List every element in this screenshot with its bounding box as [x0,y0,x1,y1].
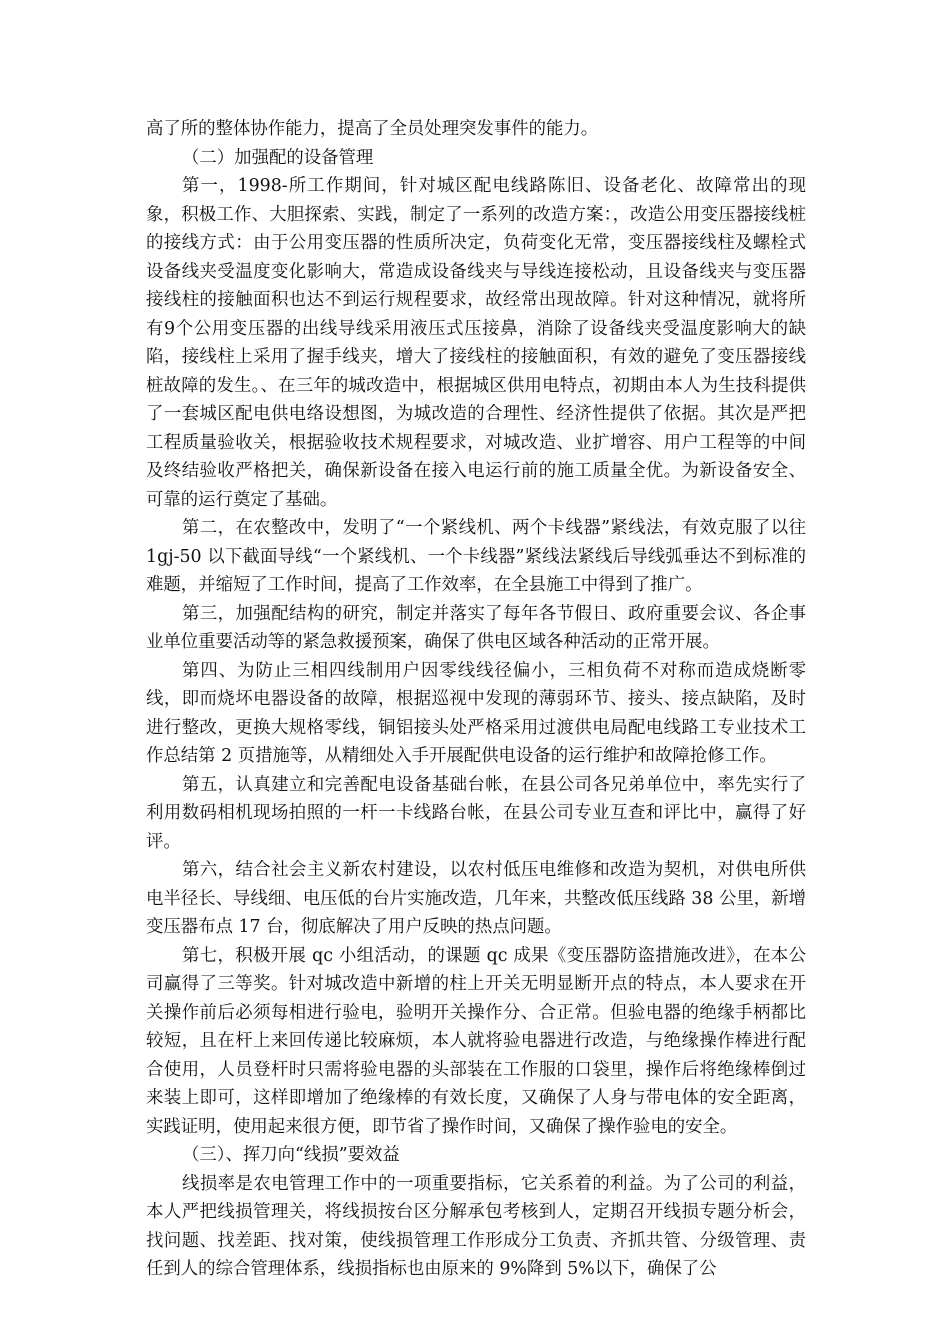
paragraph-point-3: 第三，加强配结构的研究，制定并落实了每年各节假日、政府重要会议、各企事业单位重要活动等的紧急救援预案，确保了供电区域各种活动的正常开展。 [146,603,806,652]
paragraph-point-5: 第五，认真建立和完善配电设备基础台帐，在县公司各兄弟单位中，率先实行了利用数码相机现场拍照的一杆一卡线路台帐，在县公司专业互查和评比中，赢得了好评。 [146,774,806,852]
paragraph-line-loss: 线损率是农电管理工作中的一项重要指标，它关系着的利益。为了公司的利益，本人严把线损管理关，将线损按台区分解承包考核到人，定期召开线损专题分析会，找问题、找差距、找对策，使线损管理工作形成分工负责、齐抓共管、分级管理、责任到人的综合管理体系，线损指标也由原来的 9%降到 5%以下，确保了公 [146,1173,806,1279]
section-heading-3: （三）、挥刀向“线损”要效益 [182,1145,400,1165]
paragraph-point-7: 第七，积极开展 qc 小组活动，的课题 qc 成果《变压器防盗措施改进》，在本公司赢得了三等奖。针对城改造中新增的柱上开关无明显断开点的特点，本人要求在开关操作前后必须每相进行验电，验明开关操作分、合正常。但验电器的绝缘手柄都比较短，且在杆上来回传递比较麻烦，本人就将验电器进行改造，与绝缘操作棒进行配合使用，人员登杆时只需将验电器的头部装在工作服的口袋里，操作后将绝缘棒倒过来装上即可，这样即增加了绝缘棒的有效长度，又确保了人身与带电体的安全距离，实践证明，使用起来很方便，即节省了操作时间，又确保了操作验电的安全。 [146,945,806,1137]
paragraph-point-4: 第四、为防止三相四线制用户因零线线径偏小，三相负荷不对称而造成烧断零线，即而烧坏电器设备的故障，根据巡视中发现的薄弱环节、接头、接点缺陷，及时进行整改，更换大规格零线，铜铝接头处严格采用过渡供电局配电线路工专业技术工作总结第 2 页措施等，从精细处入手开展配供电设备的运行维护和故障抢修工作。 [146,660,806,766]
paragraph-continued: 高了所的整体协作能力，提高了全员处理突发事件的能力。 [146,119,599,139]
paragraph-point-6: 第六，结合社会主义新农村建设，以农村低压电维修和改造为契机，对供电所供电半径长、导线细、电压低的台片实施改造，几年来，共整改低压线路 38 公里，新增变压器布点 17 台，彻底解决了用户反映的热点问题。 [146,860,806,937]
document-body [146,115,806,1284]
paragraph-point-1: 第一，1998-所工作期间，针对城区配电线路陈旧、设备老化、故障常出的现象，积极工作、大胆探索、实践，制定了一系列的改造方案：，改造公用变压器接线桩的接线方式：由于公用变压器的性质所决定，负荷变化无常，变压器接线柱及螺栓式设备线夹受温度变化影响大，常造成设备线夹与导线连接松动，且设备线夹与变压器接线柱的接触面积也达不到运行规程要求，故经常出现故障。针对这种情况，就将所有9个公用变压器的出线导线采用液压式压接鼻，消除了设备线夹受温度影响大的缺陷，接线柱上采用了握手线夹，增大了接线柱的接触面积，有效的避免了变压器接线桩故障的发生。、在三年的城改造中，根据城区供用电特点，初期由本人为生技科提供了一套城区配电供电络设想图，为城改造的合理性、经济性提供了依据。其次是严把工程质量验收关，根据验收技术规程要求，对城改造、业扩增容、用户工程等的中间及终结验收严格把关，确保新设备在接入电运行前的施工质量全优。为新设备安全、可靠的运行奠定了基础。 [146,176,806,510]
paragraph-point-2: 第二，在农整改中，发明了“一个紧线机、两个卡线器”紧线法，有效克服了以往 1gj-50 以下截面导线“一个紧线机、一个卡线器”紧线法紧线后导线弧垂达不到标准的难题，并缩短了工作时间，提高了工作效率，在全县施工中得到了推广。 [146,518,806,595]
section-heading-2: （二）加强配的设备管理 [182,147,374,168]
